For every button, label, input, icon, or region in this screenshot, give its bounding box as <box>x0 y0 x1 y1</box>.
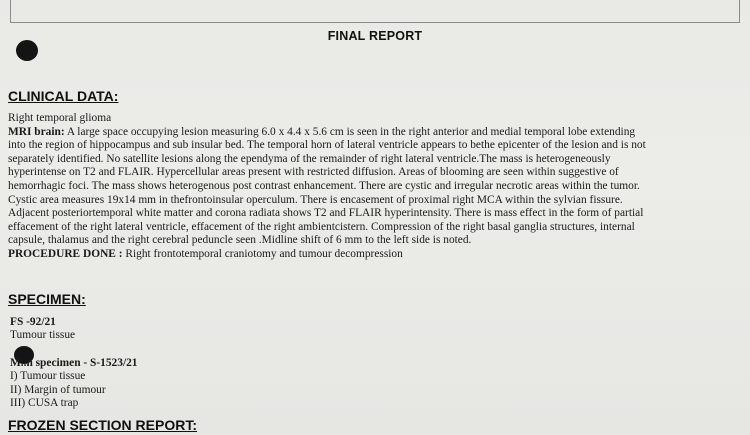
clinical-data-heading: CLINICAL DATA: <box>8 88 119 104</box>
mri-line-2: into the region of hippocampus and sub insular bed. The temporal horn of lateral ventricle appears to bethe epicenter of the lesion and is not <box>8 139 646 152</box>
specimen-item: I) Tumour tissue <box>10 370 86 383</box>
main-specimen-block <box>10 357 138 411</box>
clinical-data-body <box>8 112 743 262</box>
main-specimen-label: M..n specimen - S-1523/21 <box>10 357 138 369</box>
mri-text: A large space occupying lesion measuring 6.0 x 4.4 x 5.6 cm is seen in the right anterior and medial temporal lobe extending <box>64 125 636 138</box>
diagnosis-line: Right temporal glioma <box>8 112 112 124</box>
specimen-item: III) CUSA trap <box>10 397 79 410</box>
procedure-value: Right frontotemporal craniotomy and tumour decompression <box>122 247 403 260</box>
mri-line-9: capsule, thalamus and the right cerebral peduncle seen .Midline shift of 6 mm to the left side is noted. <box>8 234 472 247</box>
fs-tissue: Tumour tissue <box>10 329 76 342</box>
page-title: FINAL REPORT <box>327 29 423 43</box>
header-box <box>10 0 740 23</box>
specimen-item: II) Margin of tumour <box>10 383 106 396</box>
procedure-line <box>8 248 743 262</box>
specimen-heading: SPECIMEN: <box>8 291 86 307</box>
mri-line-5: hemorrhagic foci. The mass shows heterogenous post contrast enhancement. There are cystic and irregular necrotic areas within the tumor. <box>8 179 640 192</box>
fs-number: FS -92/21 <box>10 316 56 328</box>
mri-label: MRI brain: <box>8 125 65 138</box>
procedure-label: PROCEDURE DONE : <box>8 247 123 260</box>
mri-line-7: Adjacent posteriortemporal white matter and corona radiata shows T2 and FLAIR hyperintensity. There is mass effect in the form of partial <box>8 207 644 220</box>
mri-line-6: Cystic area measures 19x14 mm in thefrontoinsular operculum. There is encasement of proximal right MCA within the sylvian fissure. <box>8 193 623 206</box>
mri-line-4: hyperintense on T2 and FLAIR. Hypercellular areas present with restricted diffusion. Areas of blooming are seen within suggestive of <box>8 166 619 179</box>
mri-line-8: effacement of the right lateral ventricle, effacement of the right ambientcistern. Compression of the right basal ganglia structures, internal <box>8 220 635 233</box>
fs-block <box>10 316 75 343</box>
frozen-section-heading: FROZEN SECTION REPORT: <box>8 417 198 433</box>
mri-line-1 <box>8 126 743 140</box>
mri-line-3: separately identified. No satellite lesions along the ependyma of the remainder of right lateral ventricle.The mass is heterogeneously <box>8 152 611 165</box>
punch-hole-icon <box>16 40 38 61</box>
